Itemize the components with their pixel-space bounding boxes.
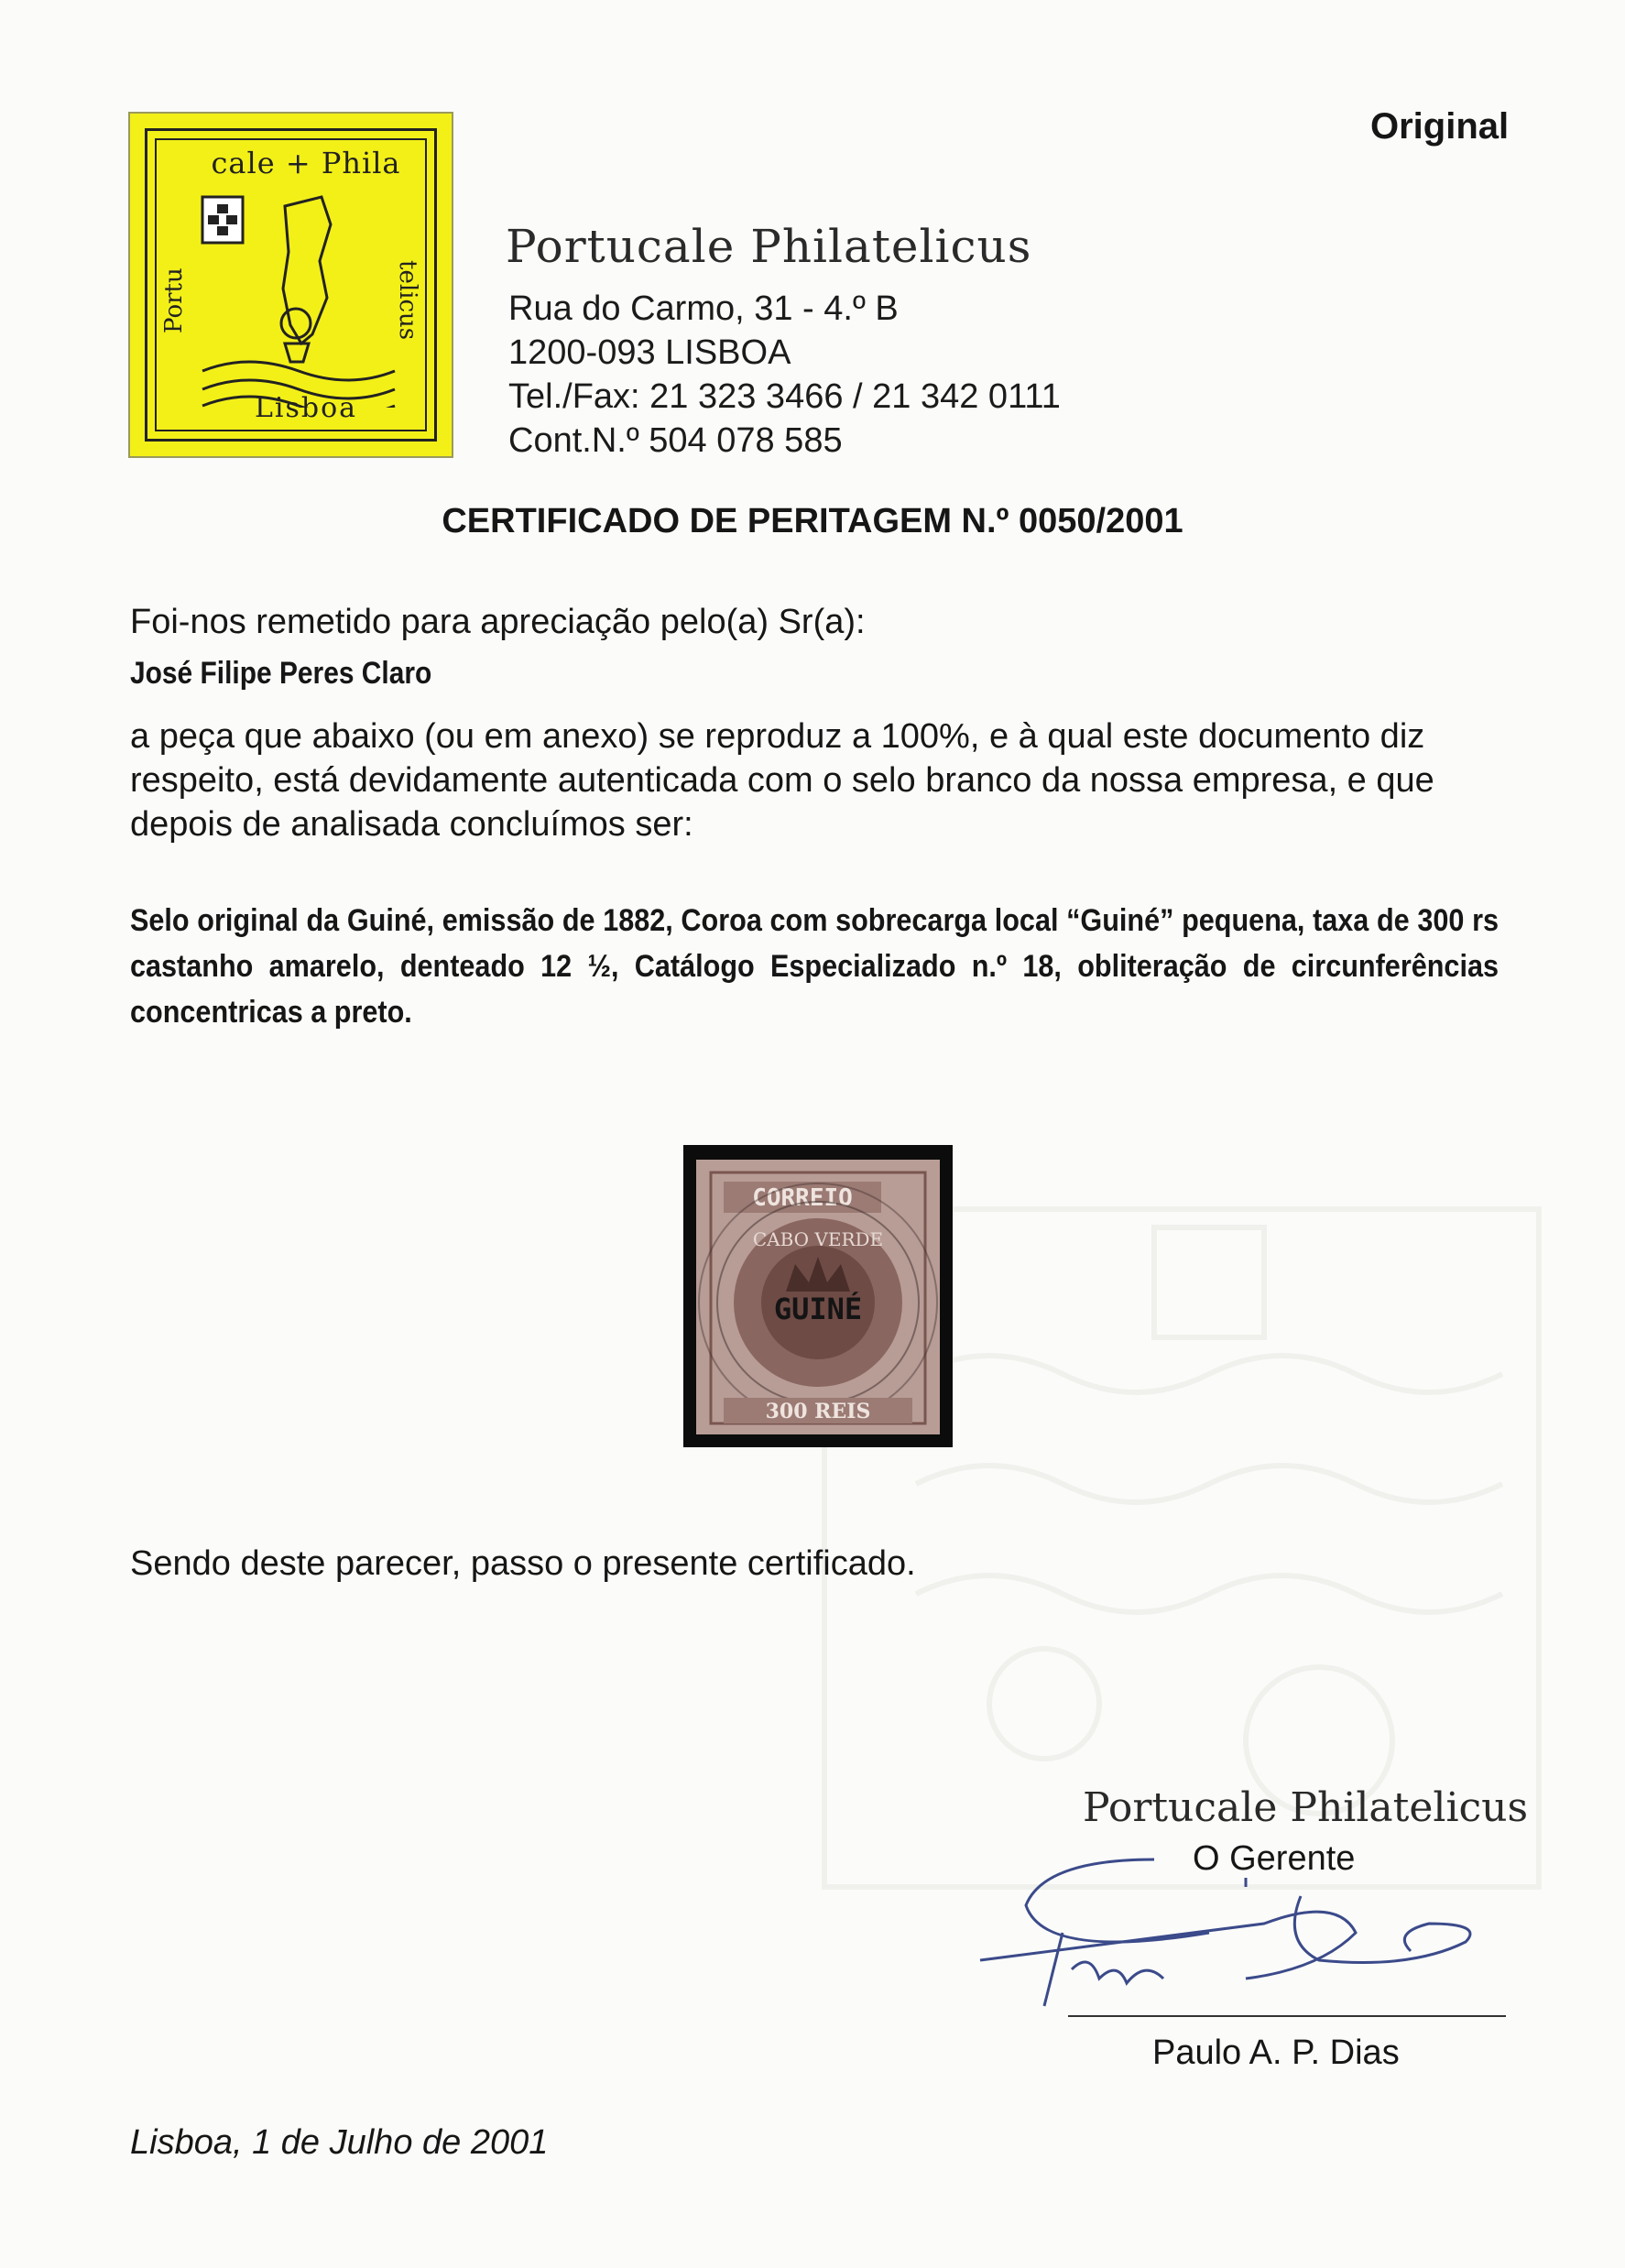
org-name: Portucale Philatelicus: [506, 220, 1032, 273]
closing-text: Sendo deste parecer, passo o presente certificado.: [130, 1544, 916, 1583]
stamp-overprint: GUINÉ: [773, 1292, 863, 1326]
logo-text-left: Portu: [160, 267, 188, 333]
copy-label: Original: [1370, 106, 1510, 147]
handwritten-signature: [971, 1823, 1521, 2024]
company-logo: [128, 112, 453, 458]
place-date: Lisboa, 1 de Julho de 2001: [130, 2123, 549, 2162]
logo-border: [145, 128, 437, 442]
stamp-circle-label: CABO VERDE: [752, 1228, 884, 1250]
tax-id: Cont.N.º 504 078 585: [508, 421, 843, 460]
portugal-map-icon: [193, 188, 404, 408]
phone: Tel./Fax: 21 323 3466 / 21 342 0111: [508, 377, 1061, 416]
stamp-description: Selo original da Guiné, emissão de 1882, Coroa com sobrecarga local “Guiné” pequena, taxa de 300 rs castanho amarelo, denteado 12 ½, Catálogo Especializado n.º 18, obliteração de circunferências concentricas a preto.: [130, 903, 1499, 1030]
signature-org-name: Portucale Philatelicus: [1083, 1784, 1529, 1831]
logo-text-top: cale + Phila: [211, 146, 401, 180]
client-name: José Filipe Peres Claro: [130, 656, 432, 691]
signatory-role: O Gerente: [1193, 1839, 1356, 1878]
logo-text-right: telicus: [394, 260, 421, 341]
signature-line: [1068, 2015, 1506, 2017]
stamp-top-label: CORREIO: [752, 1184, 853, 1212]
address-line2: 1200-093 LISBOA: [508, 333, 791, 372]
signatory-name: Paulo A. P. Dias: [1152, 2034, 1400, 2072]
stamp-image: [683, 1145, 953, 1447]
logo-text-bottom: Lisboa: [254, 392, 358, 424]
address-line1: Rua do Carmo, 31 - 4.º B: [508, 289, 899, 328]
logo-inner-border: [155, 138, 427, 431]
body-text: a peça que abaixo (ou em anexo) se reproduz a 100%, e à qual este documento diz respeito, está devidamente autenticada com o selo branco da nossa empresa, e que depois de analisada concluímos ser:: [130, 717, 1434, 844]
stamp-value: 300 REIS: [765, 1400, 871, 1423]
certificate-title: CERTIFICADO DE PERITAGEM N.º 0050/2001: [442, 502, 1183, 540]
intro-text: Foi-nos remetido para apreciação pelo(a) Sr(a):: [130, 603, 866, 641]
stamp-artwork: [683, 1145, 953, 1447]
